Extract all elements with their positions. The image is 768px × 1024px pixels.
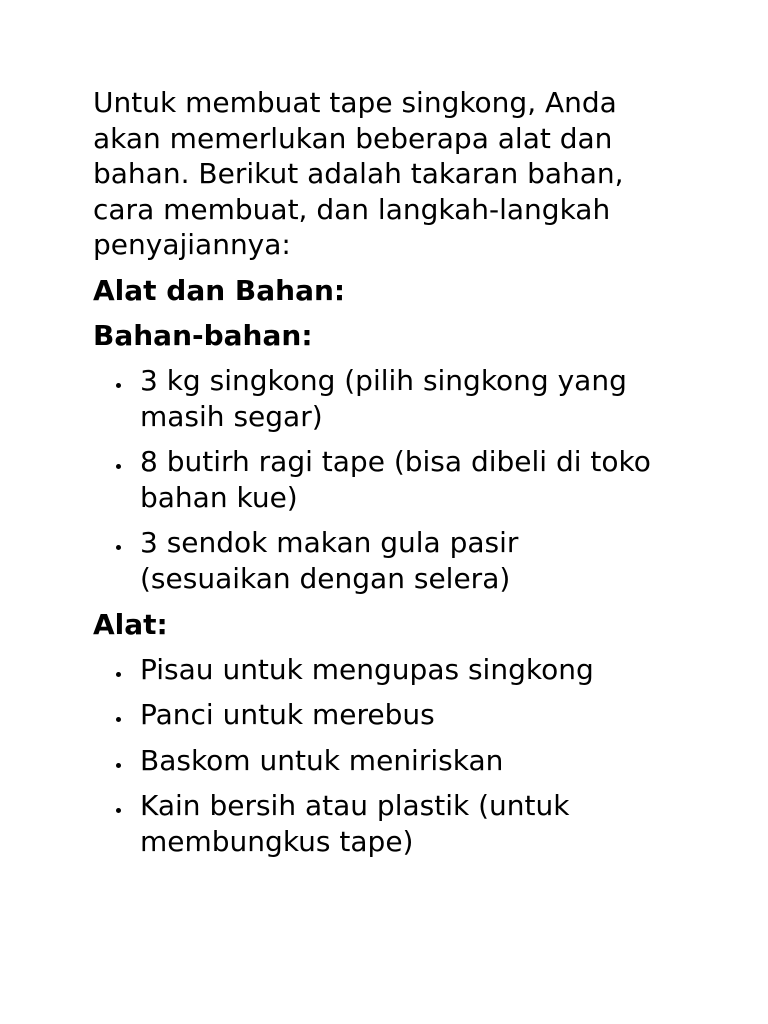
document-body xyxy=(93,85,668,870)
ingredient-item xyxy=(140,525,668,596)
tool-item xyxy=(140,652,668,688)
ingredient-text: 8 butirh ragi tape (bisa dibeli di toko bahan kue) xyxy=(140,445,651,514)
tool-item xyxy=(140,743,668,779)
tool-text: Panci untuk merebus xyxy=(140,698,435,732)
ingredient-text: 3 kg singkong (pilih singkong yang masih segar) xyxy=(140,363,627,433)
bullet-icon xyxy=(116,383,121,388)
tool-text: Pisau untuk mengupas singkong xyxy=(140,652,594,686)
tool-text: Baskom untuk meniriskan xyxy=(140,743,504,777)
bullet-icon xyxy=(116,808,121,813)
ingredient-item xyxy=(140,444,668,515)
ingredient-item xyxy=(140,363,668,434)
heading-alat: Alat: xyxy=(93,607,168,641)
ingredient-text: 3 sendok makan gula pasir (sesuaikan dengan selera) xyxy=(140,526,519,595)
bullet-icon xyxy=(116,672,121,677)
tools-list xyxy=(93,652,668,860)
bullet-icon xyxy=(116,464,121,469)
tool-item xyxy=(140,788,668,859)
bullet-icon xyxy=(116,545,121,550)
bullet-icon xyxy=(116,717,121,722)
heading-bahan-bahan: Bahan-bahan: xyxy=(93,318,313,352)
bullet-icon xyxy=(116,763,121,768)
intro-paragraph: Untuk membuat tape singkong, Anda akan memerlukan beberapa alat dan bahan. Berikut adalah takaran bahan, cara membuat, dan langkah-langkah penyajiannya: xyxy=(93,86,624,262)
tool-item xyxy=(140,697,668,733)
tool-text: Kain bersih atau plastik (untuk membungkus tape) xyxy=(140,789,570,858)
heading-alat-dan-bahan: Alat dan Bahan: xyxy=(93,273,346,307)
ingredients-list xyxy=(93,363,668,597)
